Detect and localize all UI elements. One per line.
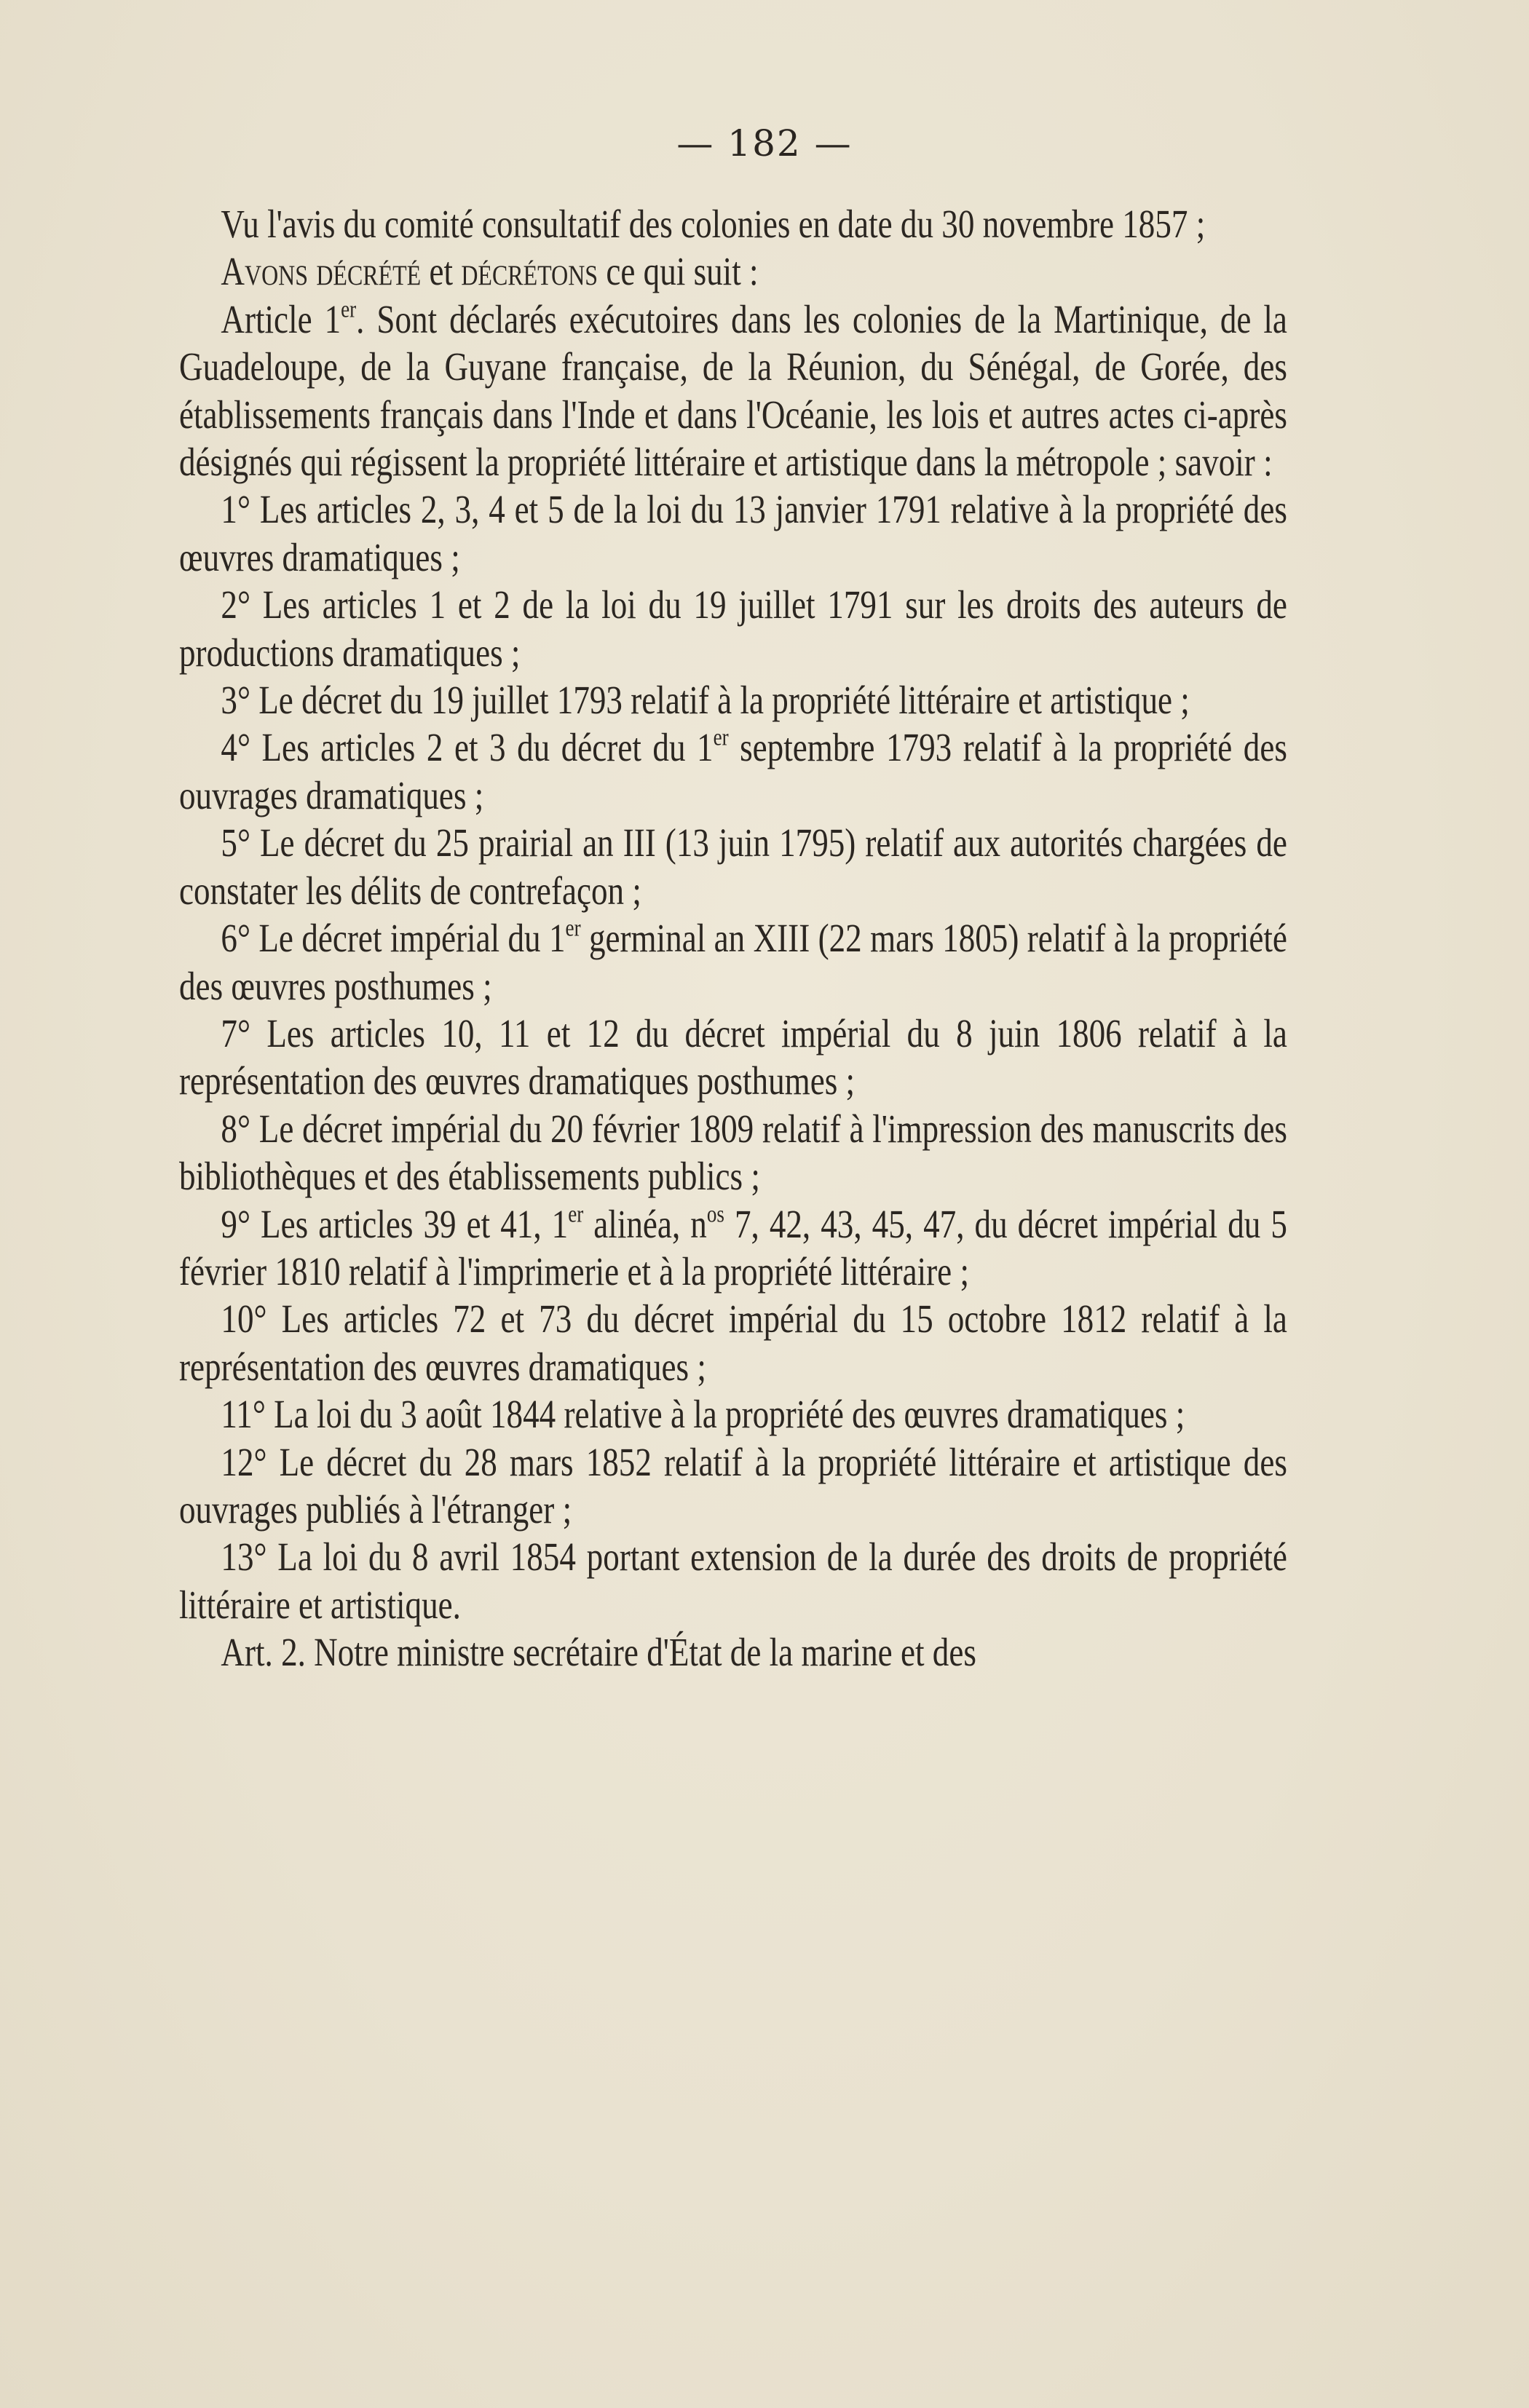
list-item-6 [179,914,1287,1010]
decree-formula-end: ce qui suit : [598,249,759,294]
list-item-6-sup: er [565,915,581,942]
list-item-1: 1° Les articles 2, 3, 4 et 5 de la loi du 13 janvier 1791 relative à la propriété des œuvres dramatiques ; [179,487,1287,579]
paragraph-article-1 [179,296,1287,486]
list-item-9-sup-1: er [568,1201,584,1228]
page-number: — 182 — [676,122,853,165]
list-item-5: 5° Le décret du 25 prairial an III (13 juin 1795) relatif aux autorités chargées de constater les délits de contrefaçon ; [179,820,1287,913]
list-item-9-sup-2: os [706,1201,724,1228]
list-item-12: 12° Le décret du 28 mars 1852 relatif à la propriété littéraire et artistique des ouvrages publiés à l'étranger ; [179,1439,1287,1532]
list-item-4-sup: er [713,725,729,752]
list-item-4-a: 4° Les articles 2 et 3 du décret du 1 [221,725,714,770]
decree-formula-et: et [421,249,462,294]
list-item-10: 10° Les articles 72 et 73 du décret impérial du 15 octobre 1812 relatif à la représentation des œuvres dramatiques ; [179,1296,1287,1389]
article-1-label: Article 1 [221,296,341,341]
article-1-text: . Sont déclarés exécutoires dans les colonies de la Martinique, de la Guadeloupe, de la Guyane française, de la Réunion, du Sénégal, de Gorée, des établissements français dans l'Inde et dans l'Océanie, les lois et autres actes ci-après désignés qui régissent la propriété littéraire et artistique dans la métropole ; savoir : [179,296,1287,485]
list-item-13: 13° La loi du 8 avril 1854 portant extension de la durée des droits de propriété littéraire et artistique. [179,1534,1287,1627]
list-item-11: 11° La loi du 3 août 1844 relative à la propriété des œuvres dramatiques ; [221,1392,1185,1437]
list-item-9 [179,1200,1287,1296]
paragraph-article-2: Art. 2. Notre ministre secrétaire d'État de la marine et des [221,1630,976,1675]
list-item-2: 2° Les articles 1 et 2 de la loi du 19 juillet 1791 sur les droits des auteurs de productions dramatiques ; [179,582,1287,675]
list-item-9-a: 9° Les articles 39 et 41, 1 [221,1201,569,1246]
list-item-3: 3° Le décret du 19 juillet 1793 relatif à la propriété littéraire et artistique ; [221,678,1190,723]
article-1-sup: er [341,296,357,323]
list-item-6-a: 6° Le décret impérial du 1 [221,916,566,961]
list-item-6-b: germinal an XIII (22 mars 1805) relatif à la propriété des œuvres posthumes ; [179,916,1287,1008]
decree-formula-avons: Avons décrété [221,249,422,294]
paragraph-considerant: Vu l'avis du comité consultatif des colonies en date du 30 novembre 1857 ; [221,202,1206,246]
list-item-4-b: septembre 1793 relatif à la propriété des ouvrages dramatiques ; [179,725,1287,817]
list-item-9-c: 7, 42, 43, 45, 47, du décret impérial du 5 février 1810 relatif à l'imprimerie et à la propriété littéraire ; [179,1201,1287,1294]
list-item-4 [179,724,1287,819]
list-item-7: 7° Les articles 10, 11 et 12 du décret impérial du 8 juin 1806 relatif à la représentation des œuvres dramatiques posthumes ; [179,1010,1287,1104]
paragraph-decree-formula [179,247,1287,295]
list-item-8: 8° Le décret impérial du 20 février 1809 relatif à l'impression des manuscrits des bibliothèques et des établissements publics ; [179,1106,1287,1199]
body-text [179,200,1287,1676]
list-item-9-b: alinéa, n [583,1201,707,1246]
decree-formula-decretons: décrétons [461,249,598,294]
